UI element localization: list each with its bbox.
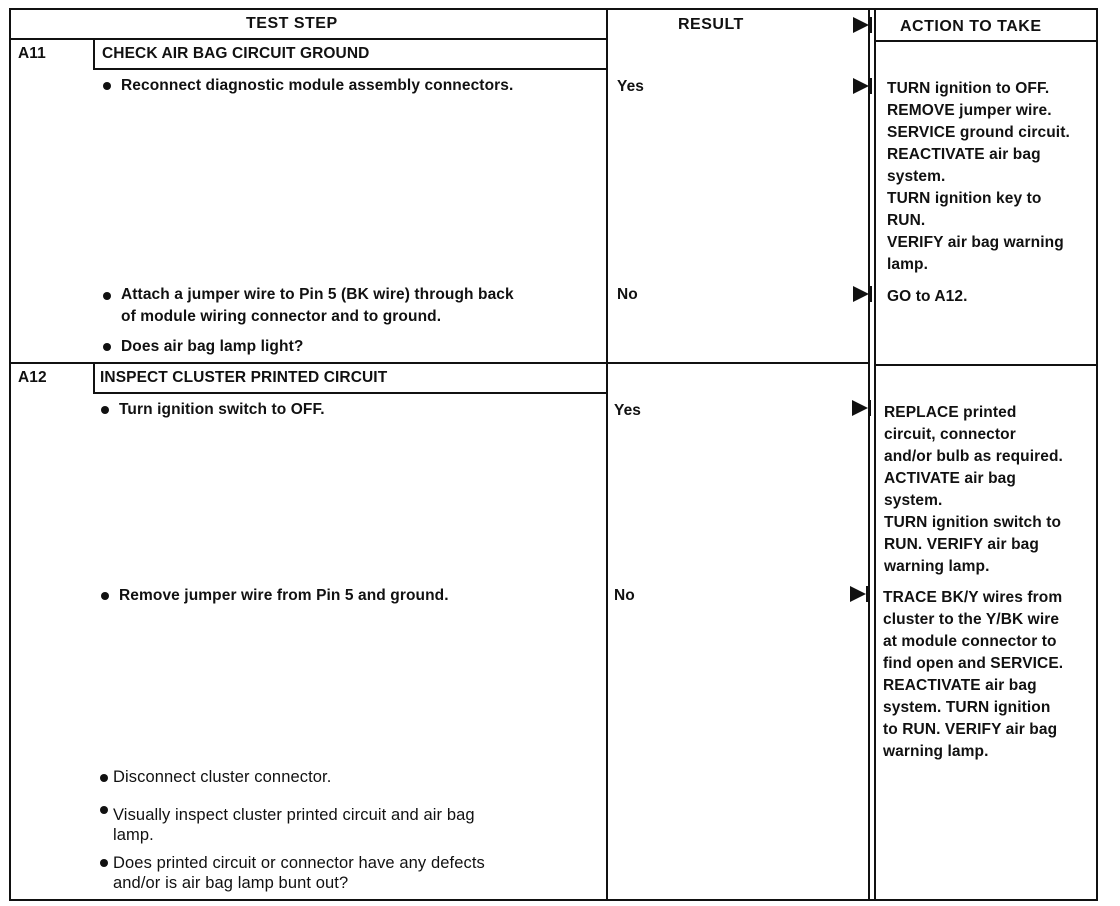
a12-no-action-7: to RUN. VERIFY air bag bbox=[883, 721, 1058, 738]
header-underline-action bbox=[874, 40, 1098, 42]
a11-yes-action-8: VERIFY air bag warning bbox=[887, 234, 1064, 251]
a12-no-action-5: REACTIVATE air bag bbox=[883, 677, 1037, 694]
bullet-icon bbox=[100, 806, 108, 814]
a11-bottom-line-step bbox=[9, 362, 608, 364]
a12-no-action-6: system. TURN ignition bbox=[883, 699, 1051, 716]
a12-no-result: No bbox=[614, 587, 635, 604]
a11-yes-action-2: REMOVE jumper wire. bbox=[887, 102, 1052, 119]
bullet-icon bbox=[100, 774, 108, 782]
a11-no-action: GO to A12. bbox=[887, 288, 968, 305]
a12-no-action-1: TRACE BK/Y wires from bbox=[883, 589, 1063, 606]
a12-no-action-3: at module connector to bbox=[883, 633, 1057, 650]
a12-no-action-2: cluster to the Y/BK wire bbox=[883, 611, 1060, 628]
border-left bbox=[9, 8, 11, 901]
a12-step4-line2: lamp. bbox=[113, 826, 154, 844]
a12-title-underline bbox=[93, 392, 608, 394]
a11-step-id: A11 bbox=[18, 45, 46, 62]
a11-no-arrow-icon bbox=[853, 286, 869, 302]
a12-no-action-4: find open and SERVICE. bbox=[883, 655, 1064, 672]
a12-yes-action-6: TURN ignition switch to bbox=[884, 514, 1062, 531]
a11-yes-result: Yes bbox=[617, 78, 645, 95]
a12-yes-arrow-icon bbox=[852, 400, 868, 416]
border-bottom bbox=[9, 899, 1098, 901]
header-underline-step bbox=[9, 38, 608, 40]
a11-step-title: CHECK AIR BAG CIRCUIT GROUND bbox=[102, 45, 370, 62]
a12-step1: Turn ignition switch to OFF. bbox=[119, 401, 325, 418]
a11-title-underline bbox=[93, 68, 608, 70]
bullet-icon bbox=[100, 859, 108, 867]
a12-step3: Disconnect cluster connector. bbox=[113, 768, 332, 786]
bullet-icon bbox=[101, 406, 109, 414]
a12-yes-action-5: system. bbox=[884, 492, 943, 509]
a12-yes-action-3: and/or bulb as required. bbox=[884, 448, 1063, 465]
bullet-icon bbox=[103, 343, 111, 351]
divider-step-result bbox=[606, 8, 608, 901]
a11-step1: Reconnect diagnostic module assembly connectors. bbox=[121, 77, 514, 94]
a11-yes-action-1: TURN ignition to OFF. bbox=[887, 80, 1050, 97]
header-test-step: TEST STEP bbox=[246, 15, 338, 32]
a12-yes-action-2: circuit, connector bbox=[884, 426, 1016, 443]
a12-no-arrow-icon bbox=[850, 586, 866, 602]
bullet-icon bbox=[103, 82, 111, 90]
bullet-icon bbox=[101, 592, 109, 600]
divider-id-title-a12 bbox=[93, 364, 95, 394]
a12-yes-action-4: ACTIVATE air bag bbox=[884, 470, 1016, 487]
border-top bbox=[9, 8, 1098, 10]
a12-yes-action-1: REPLACE printed bbox=[884, 404, 1017, 421]
a11-yes-action-4: REACTIVATE air bag bbox=[887, 146, 1041, 163]
a12-yes-action-8: warning lamp. bbox=[884, 558, 990, 575]
a11-yes-action-6: TURN ignition key to bbox=[887, 190, 1042, 207]
a11-no-result: No bbox=[617, 286, 638, 303]
divider-result-action-2 bbox=[874, 8, 876, 901]
border-right bbox=[1096, 8, 1098, 901]
a12-yes-result: Yes bbox=[614, 402, 642, 419]
header-arrow-icon bbox=[853, 17, 869, 33]
a12-step-id: A12 bbox=[18, 369, 47, 386]
a12-step5-line2: and/or is air bag lamp bunt out? bbox=[113, 874, 349, 892]
a12-step-title: INSPECT CLUSTER PRINTED CIRCUIT bbox=[100, 369, 388, 386]
a11-yes-action-7: RUN. bbox=[887, 212, 926, 229]
a11-yes-arrow-icon bbox=[853, 78, 869, 94]
a11-bottom-line-result bbox=[606, 362, 870, 364]
a12-step4-line1: Visually inspect cluster printed circuit and air bag bbox=[113, 806, 475, 824]
a11-step2-line1: Attach a jumper wire to Pin 5 (BK wire) through back bbox=[121, 286, 514, 303]
a11-step3: Does air bag lamp light? bbox=[121, 338, 304, 355]
a11-yes-action-9: lamp. bbox=[887, 256, 928, 273]
divider-id-title-a11 bbox=[93, 40, 95, 70]
header-result: RESULT bbox=[678, 16, 744, 33]
a12-step2: Remove jumper wire from Pin 5 and ground. bbox=[119, 587, 449, 604]
a11-bottom-line-action bbox=[874, 364, 1098, 366]
header-action: ACTION TO TAKE bbox=[900, 18, 1042, 35]
bullet-icon bbox=[103, 292, 111, 300]
a12-no-action-8: warning lamp. bbox=[883, 743, 989, 760]
divider-result-action-1 bbox=[868, 8, 870, 901]
a11-yes-action-5: system. bbox=[887, 168, 946, 185]
a12-yes-action-7: RUN. VERIFY air bag bbox=[884, 536, 1039, 553]
a11-yes-action-3: SERVICE ground circuit. bbox=[887, 124, 1070, 141]
a11-step2-line2: of module wiring connector and to ground. bbox=[121, 308, 442, 325]
a12-step5-line1: Does printed circuit or connector have any defects bbox=[113, 854, 485, 872]
